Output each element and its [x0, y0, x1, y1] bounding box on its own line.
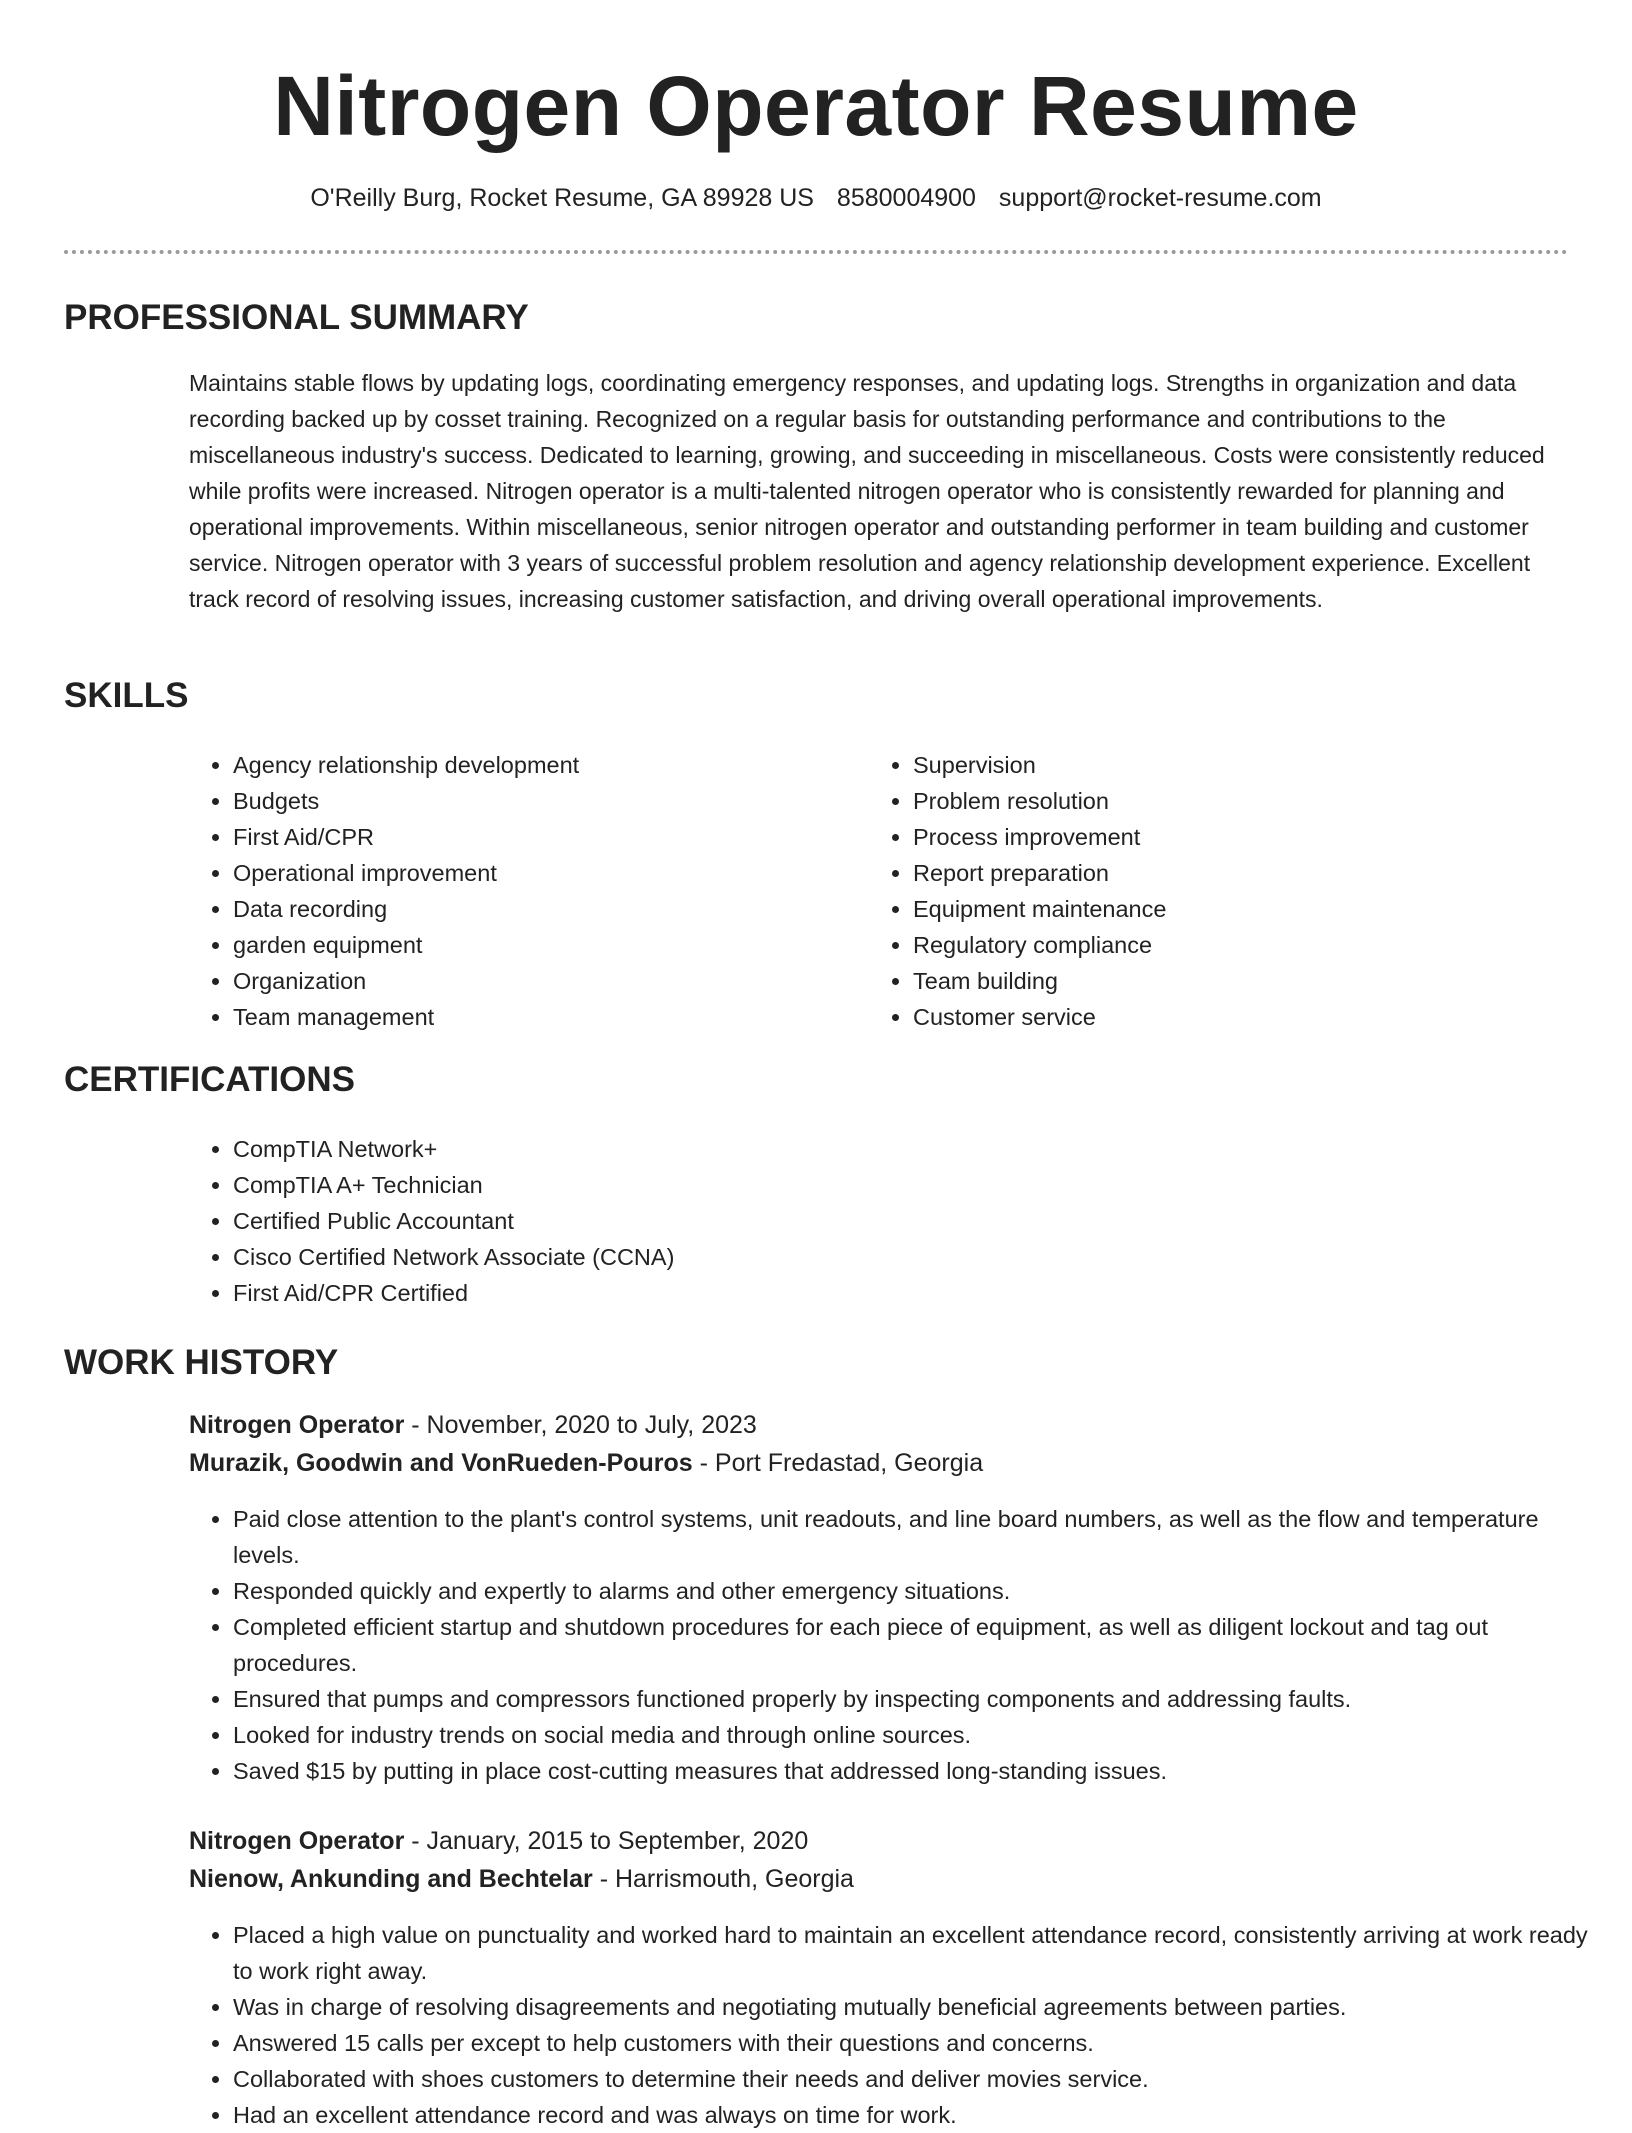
- certification-item: • Cisco Certified Network Associate (CCNA): [233, 1239, 1533, 1275]
- certifications-list: [189, 1131, 1533, 1311]
- skill-item: • Operational improvement: [233, 855, 833, 891]
- duty-item: • Placed a high value on punctuality and worked hard to maintain an excellent attendance record, consistently arriving at work ready to work right away.: [233, 1917, 1603, 1989]
- contact-line: [0, 180, 1632, 216]
- skill-item: • Supervision: [913, 747, 1513, 783]
- job-2-duties: [189, 1917, 1603, 2133]
- job-2-title: Nitrogen Operator: [189, 1827, 405, 1855]
- skill-item: • Customer service: [913, 999, 1513, 1035]
- header-divider: [64, 250, 1568, 254]
- skill-item: • Problem resolution: [913, 783, 1513, 819]
- summary-text: Maintains stable flows by updating logs, coordinating emergency responses, and updating logs. Strengths in organization and data recording backed up by cosset training. Recognized on a regular basis for outstanding performance and contributions to the miscellaneous industry's success. Dedicated to learning, growing, and succeeding in miscellaneous. Costs were consistently reduced while profits were increased. Nitrogen operator is a multi-talented nitrogen operator who is consistently rewarded for planning and operational improvements. Within miscellaneous, senior nitrogen operator and outstanding performer in team building and customer service. Nitrogen operator with 3 years of successful problem resolution and agency relationship development experience. Excellent track record of resolving issues, increasing customer satisfaction, and driving overall operational improvements.: [189, 370, 1545, 612]
- duty-item: • Completed efficient startup and shutdown procedures for each piece of equipment, as well as diligent lockout and tag out procedures.: [233, 1609, 1603, 1681]
- job-1-title-line: [189, 1406, 757, 1444]
- skill-item: • Organization: [233, 963, 833, 999]
- skill-item: • First Aid/CPR: [233, 819, 833, 855]
- job-2-company: Nienow, Ankunding and Bechtelar: [189, 1865, 593, 1893]
- job-2-dates: - January, 2015 to September, 2020: [404, 1827, 809, 1855]
- duty-item: • Ensured that pumps and compressors functioned properly by inspecting components and addressing faults.: [233, 1681, 1603, 1717]
- job-1-duties: [189, 1501, 1603, 1789]
- duty-item: • Looked for industry trends on social media and through online sources.: [233, 1717, 1603, 1753]
- contact-phone: 8580004900: [836, 184, 976, 212]
- skills-list-left: [189, 747, 833, 1035]
- skill-item: • Budgets: [233, 783, 833, 819]
- summary-heading: PROFESSIONAL SUMMARY: [64, 298, 529, 337]
- duty-item: • Collaborated with shoes customers to determine their needs and deliver movies service.: [233, 2061, 1603, 2097]
- skill-item: • Team building: [913, 963, 1513, 999]
- duty-item: • Responded quickly and expertly to alarms and other emergency situations.: [233, 1573, 1603, 1609]
- skill-item: • garden equipment: [233, 927, 833, 963]
- certification-item: • First Aid/CPR Certified: [233, 1275, 1533, 1311]
- job-1-location: - Port Fredastad, Georgia: [692, 1449, 984, 1477]
- contact-address: O'Reilly Burg, Rocket Resume, GA 89928 US: [310, 184, 814, 212]
- resume-title: Nitrogen Operator Resume: [273, 59, 1359, 153]
- certifications-heading: CERTIFICATIONS: [64, 1060, 356, 1099]
- job-2-company-line: [189, 1860, 854, 1898]
- job-1-company: Murazik, Goodwin and VonRueden-Pouros: [189, 1449, 693, 1477]
- duty-item: • Had an excellent attendance record and was always on time for work.: [233, 2097, 1603, 2133]
- duty-item: • Paid close attention to the plant's control systems, unit readouts, and line board numbers, as well as the flow and temperature levels.: [233, 1501, 1603, 1573]
- skill-item: • Equipment maintenance: [913, 891, 1513, 927]
- duty-item: • Answered 15 calls per except to help customers with their questions and concerns.: [233, 2025, 1603, 2061]
- certification-item: • CompTIA A+ Technician: [233, 1167, 1533, 1203]
- duty-item: • Was in charge of resolving disagreements and negotiating mutually beneficial agreements between parties.: [233, 1989, 1603, 2025]
- skills-list-right: [869, 747, 1513, 1035]
- certification-item: • CompTIA Network+: [233, 1131, 1533, 1167]
- certification-item: • Certified Public Accountant: [233, 1203, 1533, 1239]
- skills-heading: SKILLS: [64, 676, 189, 715]
- skill-item: • Data recording: [233, 891, 833, 927]
- job-1-company-line: [189, 1444, 983, 1482]
- skill-item: • Agency relationship development: [233, 747, 833, 783]
- skill-item: • Report preparation: [913, 855, 1513, 891]
- job-2-title-line: [189, 1822, 808, 1860]
- skill-item: • Team management: [233, 999, 833, 1035]
- contact-email: support@rocket-resume.com: [998, 184, 1322, 212]
- skill-item: • Regulatory compliance: [913, 927, 1513, 963]
- job-2-location: - Harrismouth, Georgia: [592, 1865, 854, 1893]
- work-history-heading: WORK HISTORY: [64, 1343, 339, 1382]
- duty-item: • Saved $15 by putting in place cost-cutting measures that addressed long-standing issues.: [233, 1753, 1603, 1789]
- skill-item: • Process improvement: [913, 819, 1513, 855]
- job-1-title: Nitrogen Operator: [189, 1411, 405, 1439]
- job-1-dates: - November, 2020 to July, 2023: [404, 1411, 757, 1439]
